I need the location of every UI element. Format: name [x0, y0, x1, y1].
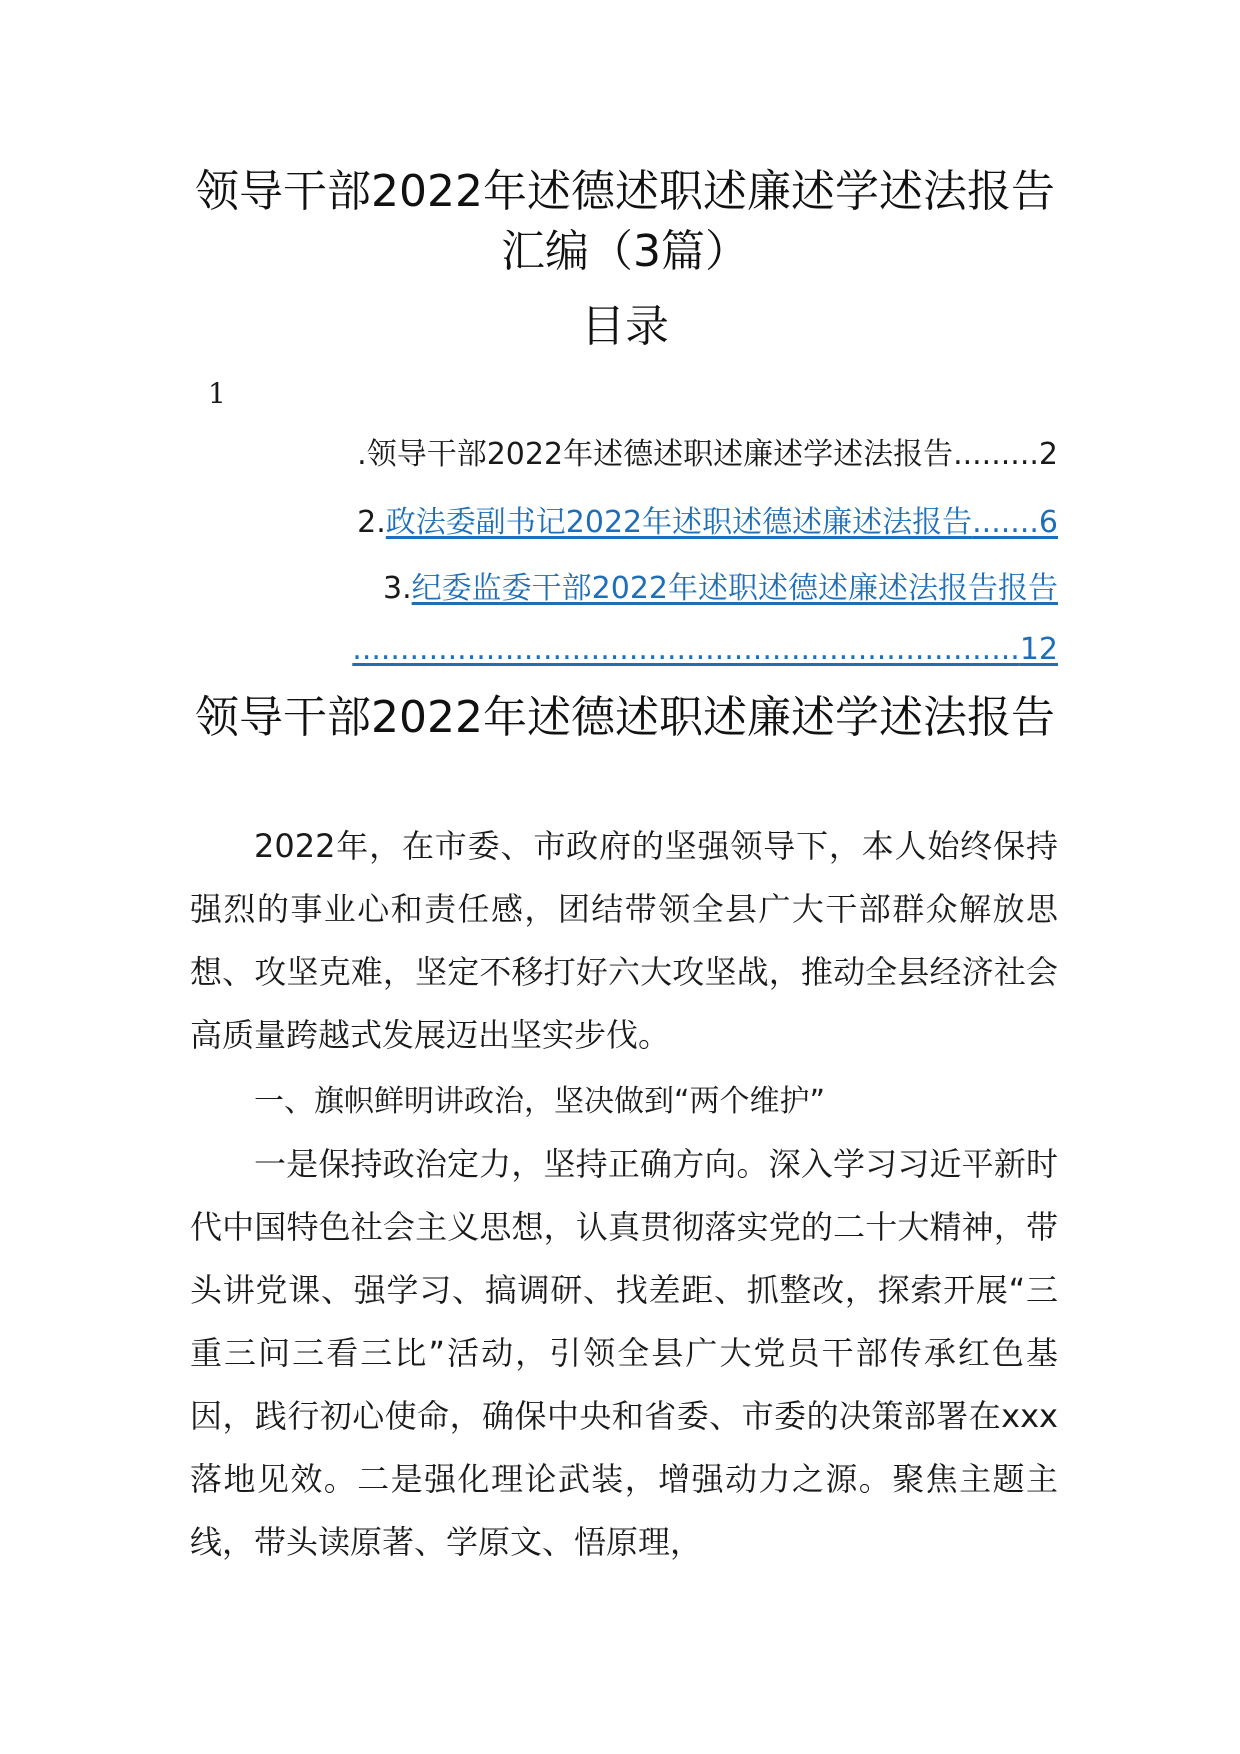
toc-link[interactable] — [352, 632, 1058, 667]
toc-item-number: 1 — [208, 377, 226, 410]
toc-item-text: 政法委副书记2022年述职述德述廉述法报告 — [385, 505, 973, 540]
toc-link[interactable] — [412, 571, 1058, 606]
toc-item-text: 领导干部2022年述德述职述廉述学述法报告 — [366, 437, 954, 472]
toc-item-text: 纪委监委干部2022年述职述德述廉述法报告报告 — [411, 571, 1058, 606]
toc-item-page: 12 — [1019, 632, 1058, 667]
section-title: 领导干部2022年述德述职述廉述学述法报告 — [195, 692, 1055, 743]
toc-item-1[interactable] — [190, 433, 1058, 477]
toc-item-2[interactable] — [190, 501, 1058, 545]
toc-item-3-leader-line[interactable] — [190, 628, 1058, 672]
toc-item-prefix: 3. — [383, 571, 412, 606]
toc-item-prefix: . — [357, 437, 367, 472]
toc-item-leader: ...................................................................... — [352, 632, 1020, 667]
body-paragraph: 一是保持政治定力，坚持正确方向。深入学习习近平新时代中国特色社会主义思想，认真贯彻落实党的二十大精神，带头讲党课、强学习、搞调研、找差距、抓整改，探索开展“三重三问三看三比”活动，引领全县广大党员干部传承红色基因，践行初心使命，确保中央和省委、市委的决策部署在xxx落地见效。二是强化理论武装，增强动力之源。聚焦主题主线，带头读原著、学原文、悟原理， — [190, 1145, 1058, 1561]
toc-item-prefix: 2. — [357, 505, 386, 540]
toc-link[interactable] — [386, 505, 1058, 540]
toc-item-leader: ......... — [953, 437, 1039, 472]
toc-item-leader: ....... — [972, 505, 1039, 540]
toc-heading: 目录 — [581, 301, 669, 352]
section-heading: 一、旗帜鲜明讲政治，坚决做到“两个维护” — [254, 1084, 826, 1119]
toc-item-3[interactable] — [190, 567, 1058, 611]
toc-item-page: 6 — [1038, 505, 1058, 540]
toc-item-page: 2 — [1038, 437, 1058, 472]
document-title: 领导干部2022年述德述职述廉述学述法报告汇编（3篇） — [195, 166, 1055, 277]
body-paragraph: 2022年，在市委、市政府的坚强领导下，本人始终保持强烈的事业心和责任感，团结带领全县广大干部群众解放思想、攻坚克难，坚定不移打好六大攻坚战，推动全县经济社会高质量跨越式发展迈出坚实步伐。 — [190, 827, 1058, 1054]
